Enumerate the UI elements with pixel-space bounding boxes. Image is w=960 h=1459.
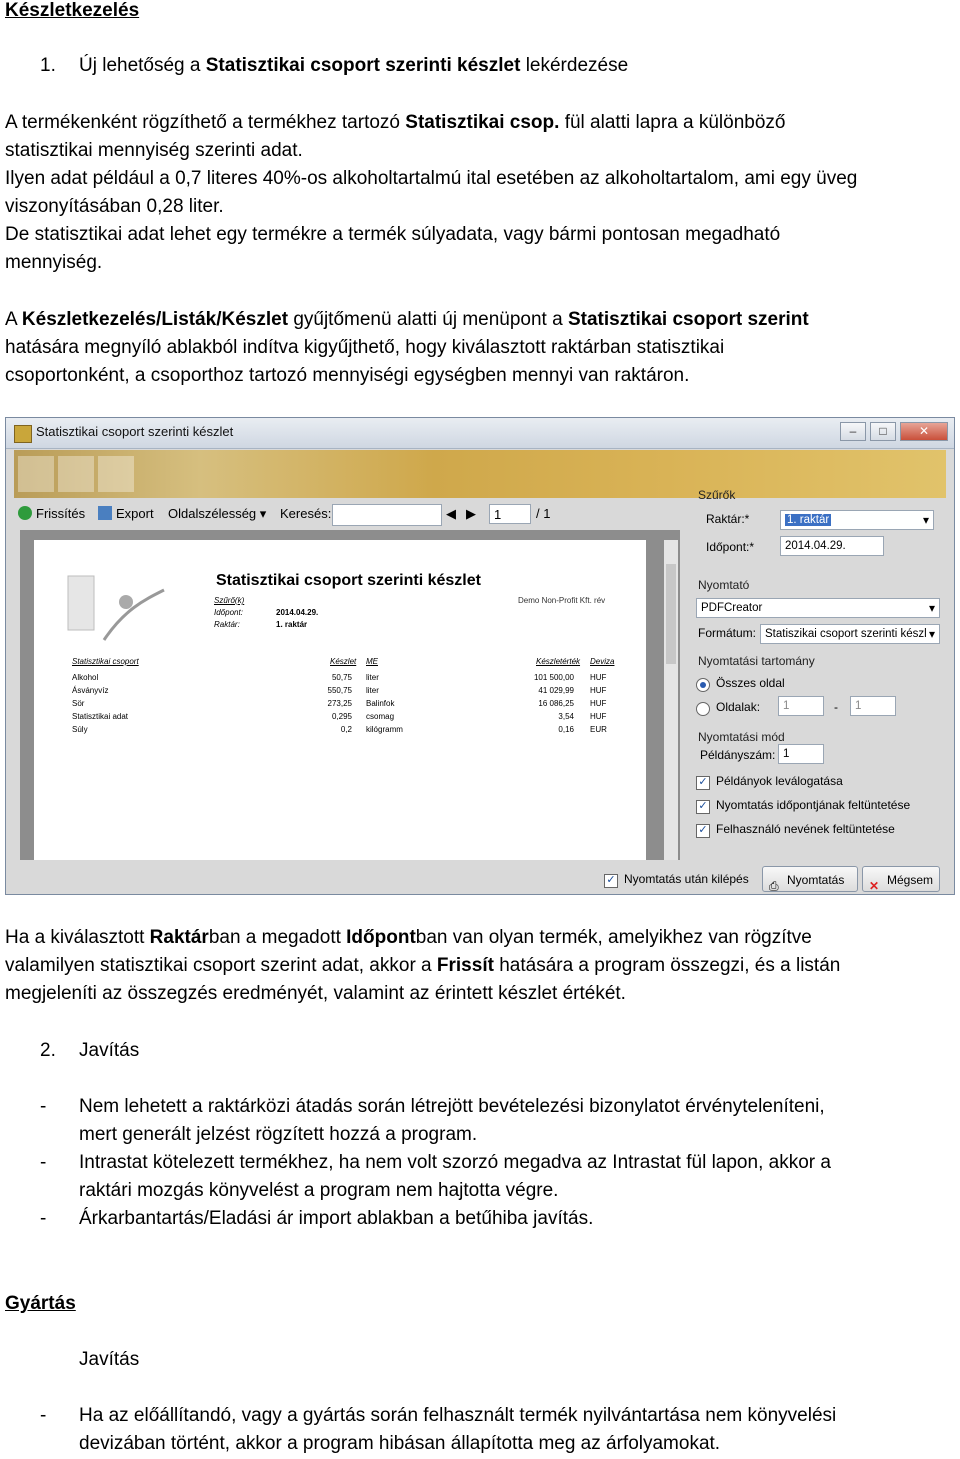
- bullet-dash: -: [40, 1152, 47, 1173]
- paragraph-line: valamilyen statisztikai csoport szerint adat, akkor a Frissít hatására a program összegzi, és a listán: [5, 955, 841, 976]
- page-from-input[interactable]: 1: [778, 696, 824, 716]
- report-cell: 550,75: [327, 686, 352, 695]
- user-name-label: Felhasználó nevének feltüntetése: [716, 822, 895, 836]
- refresh-icon: [18, 506, 32, 520]
- report-date-label: Időpont:: [214, 608, 243, 617]
- print-mode-group-label: Nyomtatási mód: [698, 730, 785, 744]
- date-input[interactable]: 2014.04.29.: [780, 536, 884, 556]
- all-pages-radio[interactable]: [696, 678, 710, 692]
- report-title: Statisztikai csoport szerinti készlet: [216, 572, 481, 589]
- print-button[interactable]: ⎙ Nyomtatás: [762, 866, 858, 892]
- dialog-footer: [14, 862, 946, 892]
- printer-select[interactable]: PDFCreator ▾: [696, 598, 940, 618]
- paragraph-line: A termékenként rögzíthető a termékhez tartozó Statisztikai csop. fül alatti lapra a különböző: [5, 112, 786, 133]
- report-cell: 0,295: [331, 712, 352, 721]
- options-panel: [686, 484, 948, 856]
- report-cell: 3,54: [558, 712, 574, 721]
- report-cell: 273,25: [327, 699, 352, 708]
- cancel-button[interactable]: ✕ Mégsem: [862, 866, 940, 892]
- next-page-icon[interactable]: ▶: [466, 506, 476, 521]
- col-header-unit: ME: [366, 657, 378, 666]
- page-range-dash: -: [834, 700, 838, 714]
- paragraph-line: De statisztikai adat lehet egy termékre a termék súlyadata, vagy bármi pontosan megadható: [5, 224, 781, 245]
- report-cell: kilógramm: [366, 725, 403, 734]
- app-icon: [14, 425, 32, 443]
- col-header-stock: Készlet: [330, 657, 357, 666]
- maximize-button[interactable]: □: [870, 422, 896, 441]
- printer-icon: ⎙: [769, 879, 779, 893]
- exit-after-print-label: Nyomtatás után kilépés: [624, 872, 749, 886]
- fix-item-cont: mert generált jelzést rögzített hozzá a program.: [79, 1124, 478, 1145]
- filters-group-label: Szűrők: [698, 488, 736, 502]
- paragraph-line: Ha a kiválasztott Raktárban a megadott Időpontban van olyan termék, amelyikhez van rögzítve: [5, 927, 812, 948]
- all-pages-label: Összes oldal: [716, 676, 785, 690]
- report-cell: Sör: [72, 699, 85, 708]
- fix-item: Árkarbantartás/Eladási ár import ablakban a betűhiba javítás.: [79, 1208, 594, 1229]
- col-header-currency: Deviza: [590, 657, 615, 666]
- report-cell: liter: [366, 686, 379, 695]
- export-icon: [98, 506, 112, 520]
- report-date-value: 2014.04.29.: [276, 608, 319, 617]
- collate-checkbox[interactable]: ✓: [696, 776, 710, 790]
- report-toolbar: [14, 498, 684, 530]
- report-cell: csomag: [366, 712, 395, 721]
- subheading-fixes: Javítás: [79, 1349, 140, 1370]
- report-store-label: Raktár:: [214, 620, 240, 629]
- format-select[interactable]: Statiszikai csoport szerinti készl ▾: [760, 624, 940, 644]
- paragraph-line: hatására megnyíló ablakból indítva kigyűjthető, hogy kiválasztott raktárban statisztikai: [5, 337, 725, 358]
- bullet-dash: -: [40, 1096, 47, 1117]
- collate-label: Példányok leválogatása: [716, 774, 843, 788]
- preview-scrollbar[interactable]: [664, 540, 678, 860]
- report-company: Demo Non-Profit Kft. rév: [518, 596, 606, 605]
- fix-item: Nem lehetett a raktárközi átadás során létrejött bevételezési bizonylatot érvényteleníteni,: [79, 1096, 825, 1117]
- bullet-dash: -: [40, 1405, 47, 1426]
- print-range-group-label: Nyomtatási tartomány: [698, 654, 815, 668]
- fix-item: Intrastat kötelezett termékhez, ha nem volt szorzó megadva az Intrastat fül lapon, akkor a: [79, 1152, 831, 1173]
- pages-label: Oldalak:: [716, 700, 761, 714]
- bullet-dash: -: [40, 1208, 47, 1229]
- format-label: Formátum:: [698, 626, 757, 640]
- printer-group-label: Nyomtató: [698, 578, 750, 592]
- list-number: 2.: [40, 1040, 56, 1061]
- copies-input[interactable]: 1: [778, 744, 824, 764]
- window-titlebar: [6, 418, 954, 449]
- report-cell: 0,16: [558, 725, 574, 734]
- paragraph-line: mennyiség.: [5, 252, 103, 273]
- report-cell: 50,75: [331, 673, 352, 682]
- copies-label: Példányszám:: [700, 748, 776, 762]
- col-header-group: Statisztikai csoport: [72, 657, 139, 666]
- company-logo-icon: [64, 570, 174, 660]
- paragraph-line: A Készletkezelés/Listák/Készlet gyűjtőmenü alatti új menüpont a Statisztikai csoport szerint: [5, 309, 809, 330]
- report-cell: HUF: [590, 699, 607, 708]
- search-label: Keresés:: [280, 506, 332, 521]
- refresh-button[interactable]: Frissítés: [18, 506, 85, 521]
- report-page: [34, 540, 646, 860]
- paragraph-line: csoportonként, a csoporthoz tartozó mennyiségi egységben mennyi van raktáron.: [5, 365, 690, 386]
- report-cell: 101 500,00: [533, 673, 574, 682]
- report-cell: 16 086,25: [538, 699, 574, 708]
- fix-item-cont: devizában történt, akkor a program hibásan állapította meg az árfolyamokat.: [79, 1433, 721, 1454]
- list-item-new-feature: Új lehetőség a Statisztikai csoport szerinti készlet lekérdezése: [79, 55, 629, 76]
- paragraph-line: statisztikai mennyiség szerinti adat.: [5, 140, 303, 161]
- col-header-value: Készletérték: [536, 657, 581, 666]
- store-select[interactable]: 1. raktár ▾: [780, 510, 934, 530]
- store-label: Raktár:*: [706, 512, 750, 526]
- window-title: Statisztikai csoport szerinti készlet: [36, 424, 234, 439]
- report-preview: [20, 530, 680, 860]
- paragraph-line: megjeleníti az összegzés eredményét, valamint az érintett készlet értékét.: [5, 983, 626, 1004]
- paragraph-line: Ilyen adat például a 0,7 literes 40%-os alkoholtartalmú ital esetében az alkoholtartalom, ami egy üveg: [5, 168, 858, 189]
- report-cell: Súly: [72, 725, 88, 734]
- statistical-stock-window: [5, 417, 955, 895]
- report-cell: HUF: [590, 673, 607, 682]
- page-to-input[interactable]: 1: [850, 696, 896, 716]
- close-window-button[interactable]: ✕: [900, 422, 948, 441]
- user-name-checkbox[interactable]: ✓: [696, 824, 710, 838]
- report-filter-label: Szűrő(k): [214, 596, 245, 605]
- list-item-fixes: Javítás: [79, 1040, 140, 1061]
- print-time-checkbox[interactable]: ✓: [696, 800, 710, 814]
- report-cell: Balinfok: [366, 699, 395, 708]
- report-cell: 0,2: [340, 725, 352, 734]
- report-cell: EUR: [590, 725, 607, 734]
- section-heading-gyartas: Gyártás: [5, 1293, 76, 1314]
- report-cell: liter: [366, 673, 379, 682]
- report-cell: Ásványvíz: [72, 686, 109, 695]
- report-cell: HUF: [590, 712, 607, 721]
- report-cell: Statisztikai adat: [72, 712, 129, 721]
- exit-after-print-checkbox[interactable]: ✓: [604, 874, 618, 888]
- section-heading-keszletkezeles: Készletkezelés: [5, 0, 140, 21]
- export-button[interactable]: Export: [98, 506, 154, 521]
- minimize-button[interactable]: –: [840, 422, 866, 441]
- date-label: Időpont:*: [706, 540, 755, 554]
- page-number-input[interactable]: 1: [489, 504, 531, 524]
- fix-item-cont: raktári mozgás könyvelést a program nem hajtotta végre.: [79, 1180, 559, 1201]
- fix-item: Ha az előállítandó, vagy a gyártás során felhasznált termék nyilvántartása nem könyvelési: [79, 1405, 837, 1426]
- report-cell: Alkohol: [72, 673, 99, 682]
- pages-radio[interactable]: [696, 702, 710, 716]
- list-number: 1.: [40, 55, 56, 76]
- page-width-dropdown[interactable]: Oldalszélesség ▾: [168, 506, 267, 521]
- print-time-label: Nyomtatás időpontjának feltüntetése: [716, 798, 911, 812]
- report-cell: HUF: [590, 686, 607, 695]
- report-store-value: 1. raktár: [276, 620, 308, 629]
- report-cell: 41 029,99: [538, 686, 574, 695]
- paragraph-line: viszonyításában 0,28 liter.: [5, 196, 224, 217]
- search-input[interactable]: [332, 504, 442, 526]
- page-count: / 1: [536, 506, 551, 521]
- prev-page-icon[interactable]: ◀: [446, 506, 456, 521]
- cancel-x-icon: ✕: [869, 879, 880, 893]
